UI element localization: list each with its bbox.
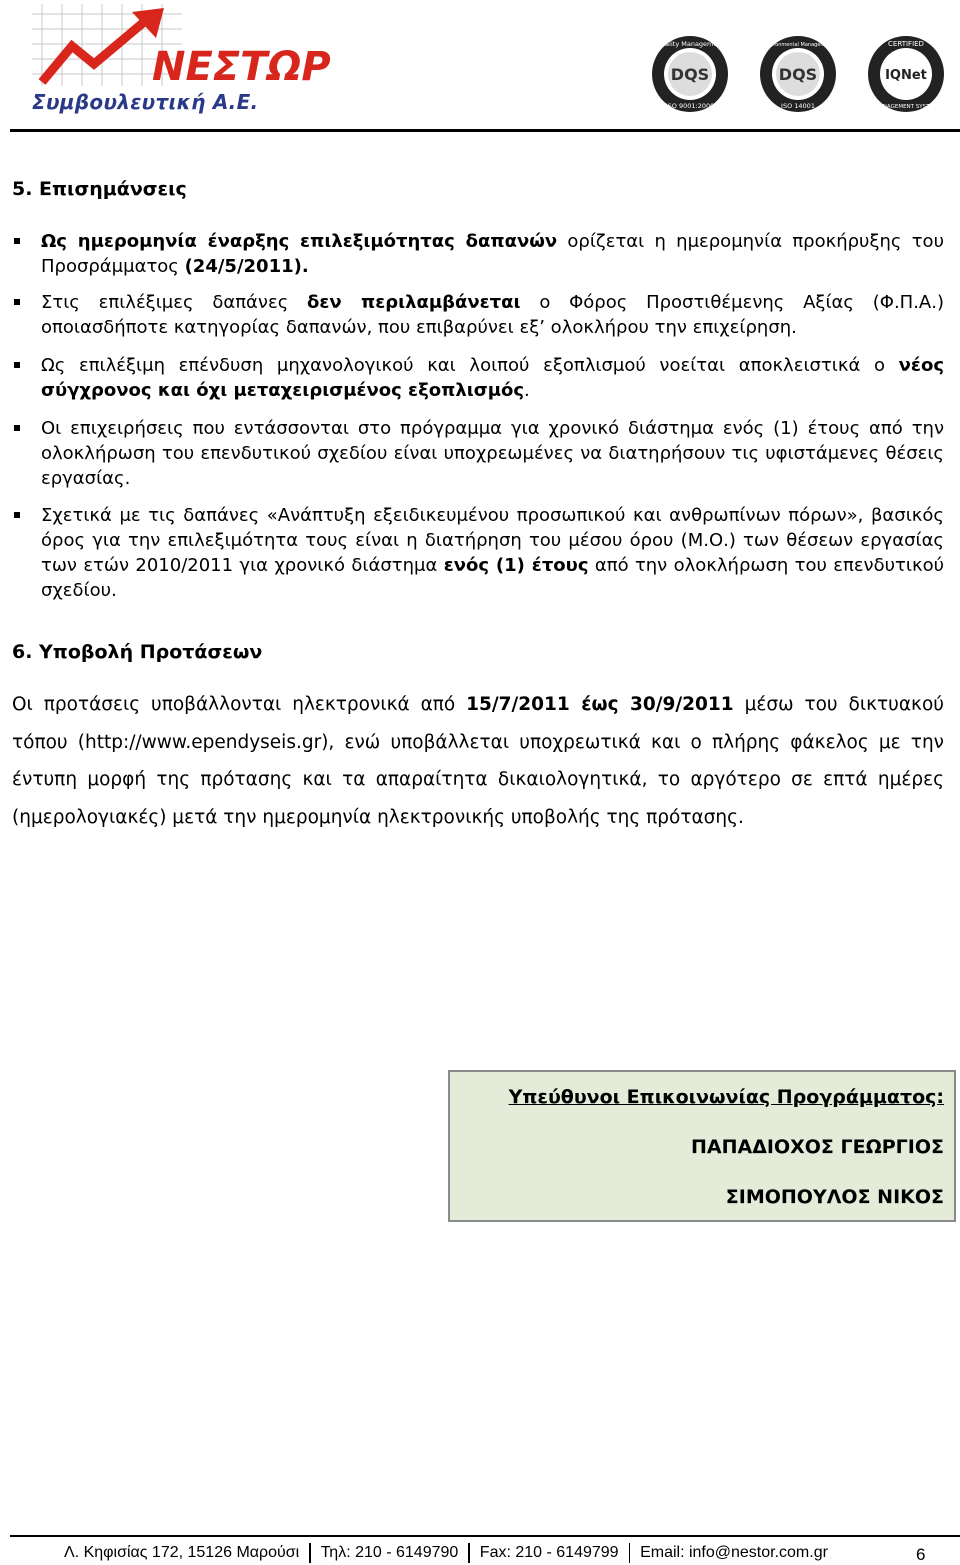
bullet-item [12, 416, 944, 491]
bullet-square-icon [14, 362, 20, 368]
footer-separator [309, 1543, 311, 1563]
svg-text:IQNet: IQNet [885, 68, 927, 83]
contact-heading: Υπεύθυνοι Επικοινωνίας Προγράμματος: [508, 1086, 944, 1108]
svg-text:ISO 9001:2000: ISO 9001:2000 [665, 102, 715, 110]
bullet-text: Ως επιλέξιμη επένδυση μηχανολογικού και λοιπού εξοπλισμού νοείται αποκλειστικά ο νέος σύγχρονος και όχι μεταχειρισμένος εξοπλισμός. [41, 355, 944, 401]
svg-text:ISO 14001: ISO 14001 [781, 102, 815, 110]
svg-text:MANAGEMENT SYSTEM: MANAGEMENT SYSTEM [874, 104, 938, 110]
page-header [10, 0, 960, 132]
bullet-square-icon [14, 425, 20, 431]
bullet-item [12, 503, 944, 603]
footer-address: Λ. Κηφισίας 172, 15126 Μαρούσι [64, 1544, 300, 1561]
footer-separator [629, 1543, 631, 1563]
header-divider [10, 129, 960, 132]
logo-wordmark: ΝΕΣΤΩΡ [152, 44, 331, 90]
svg-text:DQS: DQS [670, 65, 710, 84]
certification-seals [650, 34, 950, 120]
company-logo [32, 4, 331, 122]
bullet-square-icon [14, 238, 20, 244]
dqs-iso14001-seal-icon [758, 34, 838, 114]
contact-name-2: ΣΙΜΟΠΟΥΛΟΣ ΝΙΚΟΣ [725, 1186, 944, 1208]
bullet-item [12, 290, 944, 340]
logo-graphic [32, 4, 331, 94]
footer-email: Email: info@nestor.com.gr [640, 1544, 828, 1561]
footer-phone: Τηλ: 210 - 6149790 [320, 1544, 459, 1561]
submission-paragraph: Οι προτάσεις υποβάλλονται ηλεκτρονικά από 15/7/2011 έως 30/9/2011 μέσω του δικτυακού τόπου (http://www.ependyseis.gr), ενώ υποβάλλεται υποχρεωτικά και ο πλήρης φάκελος με την έντυπη μορφή της πρότασης και τα απαραίτητα δικαιολογητικά, το αργότερο σε επτά ημέρες (ημερολογιακές) μετά την ημερομηνία ηλεκτρονικής υποβολής της πρότασης. [12, 694, 944, 828]
bullet-item [12, 353, 944, 403]
contact-box [448, 1070, 956, 1222]
bullet-text: Οι επιχειρήσεις που εντάσσονται στο πρόγραμμα για χρονικό διάστημα ενός (1) έτους από την ολοκλήρωση του επενδυτικού σχεδίου είναι υποχρεωμένες να διατηρήσουν τις υφιστάμενες θέσεις εργασίας. [41, 418, 944, 489]
svg-text:CERTIFIED: CERTIFIED [888, 40, 924, 48]
footer-fax: Fax: 210 - 6149799 [479, 1544, 619, 1561]
iqnet-certified-seal-icon [866, 34, 946, 114]
svg-text:Quality Management: Quality Management [655, 40, 725, 48]
dqs-iso9001-seal-icon [650, 34, 730, 114]
bullet-text: Σχετικά με τις δαπάνες «Ανάπτυξη εξειδικευμένου προσωπικού και ανθρωπίνων πόρων», βασικός όρος για την επιλεξιμότητα τους είναι η διατήρηση του μέσου όρου (Μ.Ο.) των θέσεων εργασίας των ετών 2010/2011 για χρονικό διάστημα ενός (1) έτους από την ολοκλήρωση του επενδυτικού σχεδίου. [41, 505, 945, 601]
footer-separator [468, 1543, 470, 1563]
bullet-text: Στις επιλέξιμες δαπάνες δεν περιλαμβάνεται ο Φόρος Προστιθέμενης Αξίας (Φ.Π.Α.) οποιασδήποτε κατηγορίας δαπανών, που επιβαρύνει εξ’ ολοκλήρου την επιχείρηση. [41, 292, 944, 338]
bullet-text: Ως ημερομηνία έναρξης επιλεξιμότητας δαπανών ορίζεται η ημερομηνία προκήρυξης του Προσράμματος (24/5/2011). [41, 231, 944, 277]
svg-text:Environmental Management: Environmental Management [762, 42, 834, 48]
svg-text:DQS: DQS [778, 65, 818, 84]
footer-divider [10, 1535, 960, 1537]
contact-name-1: ΠΑΠΑΔΙΟΧΟΣ ΓΕΩΡΓΙΟΣ [690, 1136, 944, 1158]
section-5-title: 5. Επισημάνσεις [12, 178, 187, 200]
page-footer [64, 1542, 828, 1564]
bullet-square-icon [14, 512, 20, 518]
bullet-square-icon [14, 299, 20, 305]
page-number: 6 [916, 1545, 926, 1564]
bullet-item [12, 229, 944, 279]
section-6-title: 6. Υποβολή Προτάσεων [12, 641, 263, 663]
logo-subtitle: Συμβουλευτική Α.Ε. [32, 90, 259, 114]
